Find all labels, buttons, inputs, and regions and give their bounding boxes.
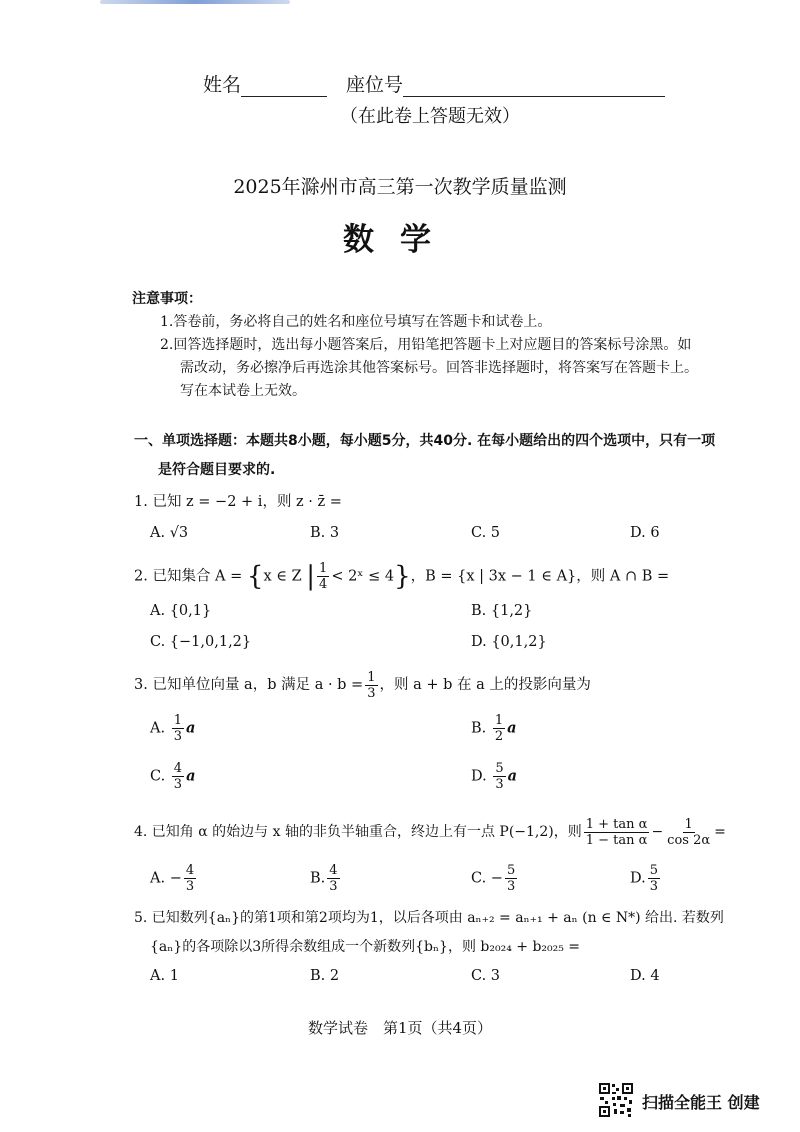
seat-blank: [403, 76, 665, 97]
q3-option-c: [150, 761, 195, 792]
question-5-line1: 5. 已知数列{aₙ}的第1项和第2项均为1，以后各项由 aₙ₊₂ = aₙ₊₁ + aₙ (n ∈ N*) 给出. 若数列: [134, 910, 724, 926]
q3-d-fraction: [493, 761, 505, 792]
q3-b-label: B.: [471, 720, 487, 737]
question-3-stem: [134, 668, 591, 702]
q1-option-c: C. 5: [471, 525, 501, 541]
q3-suffix: ，则 a + b 在 a 上的投影向量为: [379, 677, 591, 693]
q3-d-den: 3: [495, 777, 504, 792]
q3-option-b: [471, 713, 517, 744]
q3-b-vector: a: [507, 719, 517, 737]
q4-c-fraction: [505, 863, 517, 894]
q4-f2-num: 1: [684, 816, 693, 832]
q3-prefix: 3. 已知单位向量 a，b 满足 a · b =: [134, 677, 364, 693]
q4-prefix: 4. 已知角 α 的始边与 x 轴的非负半轴重合，终边上有一点 P(−1,2)，则: [134, 824, 582, 840]
q4-f1-num: 1 + tan α: [585, 816, 648, 832]
q5-option-c: C. 3: [471, 968, 501, 984]
notice-item: 1.答卷前，务必将自己的姓名和座位号填写在答题卡和试卷上。: [160, 314, 552, 330]
q2-set-head: x ∈ Z: [263, 568, 302, 585]
q3-b-fraction: [493, 713, 505, 744]
notice-item: 需改动，务必擦净后再选涂其他答案标号。回答非选择题时，将答案写在答题卡上。: [180, 360, 698, 376]
q4-a-den: 3: [185, 879, 195, 894]
q4-b-den: 3: [329, 879, 338, 894]
q4-a-label: A.: [150, 870, 166, 887]
q3-d-vector: a: [507, 767, 518, 785]
q2-option-b: B. {1,2}: [471, 603, 533, 619]
q3-c-den: 3: [173, 777, 183, 792]
q4-f1-den: 1 − tan α: [585, 832, 648, 848]
q4-option-d: [630, 863, 662, 894]
q4-c-num: 5: [506, 863, 516, 878]
q3-option-d: [471, 761, 517, 792]
q3-d-label: D.: [471, 768, 487, 785]
q4-c-label: C.: [471, 870, 487, 887]
q3-a-den: 3: [173, 729, 182, 744]
q5-option-d: D. 4: [630, 968, 660, 984]
notice-item: 写在本试卷上无效。: [180, 383, 306, 399]
set-bar: |: [306, 561, 316, 592]
q4-d-den: 3: [649, 879, 658, 894]
name-label: 姓名: [203, 74, 242, 96]
q4-a-num: 4: [185, 863, 195, 878]
q4-b-label: B.: [310, 870, 326, 887]
q5-option-b: B. 2: [310, 968, 340, 984]
name-field: [203, 70, 327, 97]
q3-option-a: [150, 713, 195, 744]
q2-option-c: C. {−1,0,1,2}: [150, 634, 252, 650]
q5-option-a: A. 1: [150, 968, 179, 984]
q3-c-vector: a: [186, 767, 196, 785]
q4-fraction-2: [665, 817, 712, 848]
q3-c-label: C.: [150, 768, 166, 785]
invalid-note: （在此卷上答题无效）: [340, 106, 520, 127]
q3-frac-den: 3: [367, 685, 376, 701]
q4-b-num: 4: [329, 863, 338, 878]
q3-frac-num: 1: [367, 669, 376, 685]
question-4-stem: [134, 815, 726, 849]
q3-a-vector: a: [185, 719, 196, 737]
q3-b-num: 1: [494, 713, 504, 728]
q2-frac-num: 1: [319, 561, 328, 576]
exam-title: 2025年滁州市高三第一次教学质量监测: [233, 176, 567, 198]
q4-option-a: [150, 863, 198, 894]
q4-b-fraction: [327, 863, 339, 894]
question-5-line2: {aₙ}的各项除以3所得余数组成一个新数列{bₙ}，则 b₂₀₂₄ + b₂₀₂₅ =: [150, 939, 581, 955]
q1-option-d: D. 6: [630, 525, 660, 541]
q3-c-fraction: [172, 761, 184, 792]
notice-item: 2.回答选择题时，选出每小题答案后，用铅笔把答题卡上对应题目的答案标号涂黑。如: [160, 337, 692, 353]
notice-title: 注意事项：: [132, 291, 202, 307]
question-1-stem: 1. 已知 z = −2 + i，则 z · z̄ =: [134, 494, 342, 510]
q4-d-fraction: [648, 863, 660, 894]
q4-fraction-1: [584, 817, 650, 848]
q4-a-fraction: [184, 863, 196, 894]
q3-a-num: 1: [173, 713, 182, 728]
q4-f2-den: cos 2α: [667, 832, 711, 848]
q2-suffix: ，B = {x | 3x − 1 ∈ A}，则 A ∩ B =: [410, 568, 670, 585]
q4-minus: −: [651, 824, 664, 840]
q4-c-den: 3: [506, 879, 516, 894]
qr-code-icon: [598, 1082, 634, 1118]
left-brace: {: [246, 561, 264, 592]
question-2-stem: [134, 561, 669, 592]
q2-ineq: < 2ˣ ≤ 4: [331, 568, 395, 585]
section-heading-cont: 是符合题目要求的.: [158, 462, 276, 478]
q2-option-a: A. {0,1}: [150, 603, 212, 619]
q4-option-b: [310, 863, 342, 894]
q3-b-den: 2: [494, 729, 504, 744]
q4-option-c: [471, 863, 519, 894]
q1-option-a: A. √3: [150, 525, 189, 541]
q4-d-num: 5: [649, 863, 658, 878]
q1-option-b: B. 3: [310, 525, 340, 541]
scanner-watermark: 扫描全能王 创建: [642, 1093, 760, 1112]
q3-c-num: 4: [173, 761, 183, 776]
q2-option-d: D. {0,1,2}: [471, 634, 547, 650]
q2-frac-den: 4: [319, 577, 328, 592]
q3-a-label: A.: [150, 720, 166, 737]
q4-c-sign: −: [490, 870, 503, 887]
section-heading: 一、单项选择题：本题共8小题，每小题5分，共40分. 在每小题给出的四个选项中，只有一项: [134, 433, 716, 449]
right-brace: }: [394, 561, 411, 592]
subject-title: 数学: [343, 222, 457, 258]
page-footer: 数学试卷 第1页（共4页）: [307, 1019, 493, 1037]
q2-fraction: [317, 561, 329, 592]
q4-equals: =: [714, 824, 726, 840]
q2-prefix: 2. 已知集合 A =: [134, 568, 243, 585]
seat-field: [346, 70, 665, 97]
q4-d-label: D.: [630, 870, 646, 887]
q3-fraction: [365, 670, 377, 701]
q3-a-fraction: [172, 713, 184, 744]
top-scan-edge: [100, 0, 290, 4]
seat-label: 座位号: [346, 74, 404, 96]
q4-a-sign: −: [169, 870, 182, 887]
q3-d-num: 5: [495, 761, 504, 776]
name-blank: [241, 76, 327, 97]
